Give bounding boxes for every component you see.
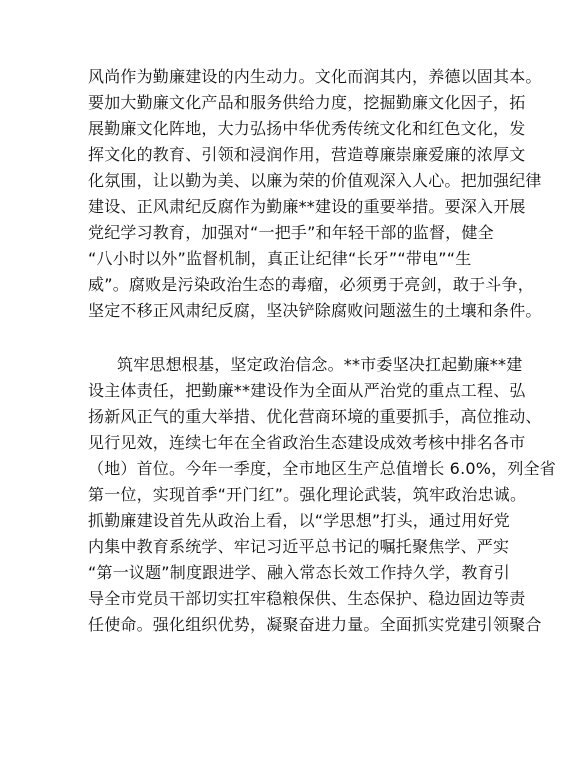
paragraph-1-line: 要加大勤廉文化产品和服务供给力度，挖掘勤廉文化因子，拓 bbox=[88, 93, 526, 112]
paragraph-1-line: 化氛围，让以勤为美、以廉为荣的价值观深入人心。把加强纪律 bbox=[88, 171, 542, 190]
paragraph-1-line: 坚定不移正风肃纪反腐，坚决铲除腐败问题滋生的土壤和条件。 bbox=[88, 301, 542, 320]
paragraph-1-line: 威”。腐败是污染政治生态的毒瘤，必须勇于亮剑，敢于斗争， bbox=[88, 275, 534, 294]
paragraph-2-line: “第一议题”制度跟进学、融入常态长效工作持久学，教育引 bbox=[88, 563, 510, 582]
paragraph-2-line: （地）首位。今年一季度，全市地区生产总值增长 6.0%，列全省 bbox=[88, 459, 556, 478]
paragraph-1-line: “八小时以外”监督机制，真正让纪律“长牙”“带电”“生 bbox=[88, 249, 472, 268]
paragraph-2-line: 设主体责任，把勤廉**建设作为全面从严治党的重点工程、弘 bbox=[88, 381, 526, 400]
paragraph-2-line: 第一位，实现首季“开门红”。强化理论武装，筑牢政治忠诚。 bbox=[88, 485, 527, 504]
paragraph-2-line: 导全市党员干部切实扛牢稳粮保供、生态保护、稳边固边等责 bbox=[88, 589, 526, 608]
paragraph-2-line: 见行见效，连续七年在全省政治生态建设成效考核中排名各市 bbox=[88, 433, 526, 452]
paragraph-2-line: 任使命。强化组织优势，凝聚奋进力量。全面抓实党建引领聚合 bbox=[88, 615, 542, 634]
paragraph-1-line: 挥文化的教育、引领和浸润作用，营造尊廉崇廉爱廉的浓厚文 bbox=[88, 145, 526, 164]
paragraph-1-line: 党纪学习教育，加强对“一把手”和年轻干部的监督，健全 bbox=[88, 223, 494, 242]
paragraph-2-line: 扬新风正气的重大举措、优化营商环境的重要抓手，高位推动、 bbox=[88, 407, 542, 426]
paragraph-1-line: 风尚作为勤廉建设的内生动力。文化而润其内，养德以固其本。 bbox=[88, 67, 542, 86]
paragraph-1-line: 建设、正风肃纪反腐作为勤廉**建设的重要举措。要深入开展 bbox=[88, 197, 526, 216]
paragraph-2-line: 筑牢思想根基，坚定政治信念。**市委坚决扛起勤廉**建 bbox=[117, 355, 523, 374]
paragraph-2-line: 内集中教育系统学、牢记习近平总书记的嘱托聚焦学、严实 bbox=[88, 537, 510, 556]
paragraph-2-line: 抓勤廉建设首先从政治上看，以“学思想”打头，通过用好党 bbox=[88, 511, 510, 530]
paragraph-1-line: 展勤廉文化阵地，大力弘扬中华优秀传统文化和红色文化，发 bbox=[88, 119, 526, 138]
